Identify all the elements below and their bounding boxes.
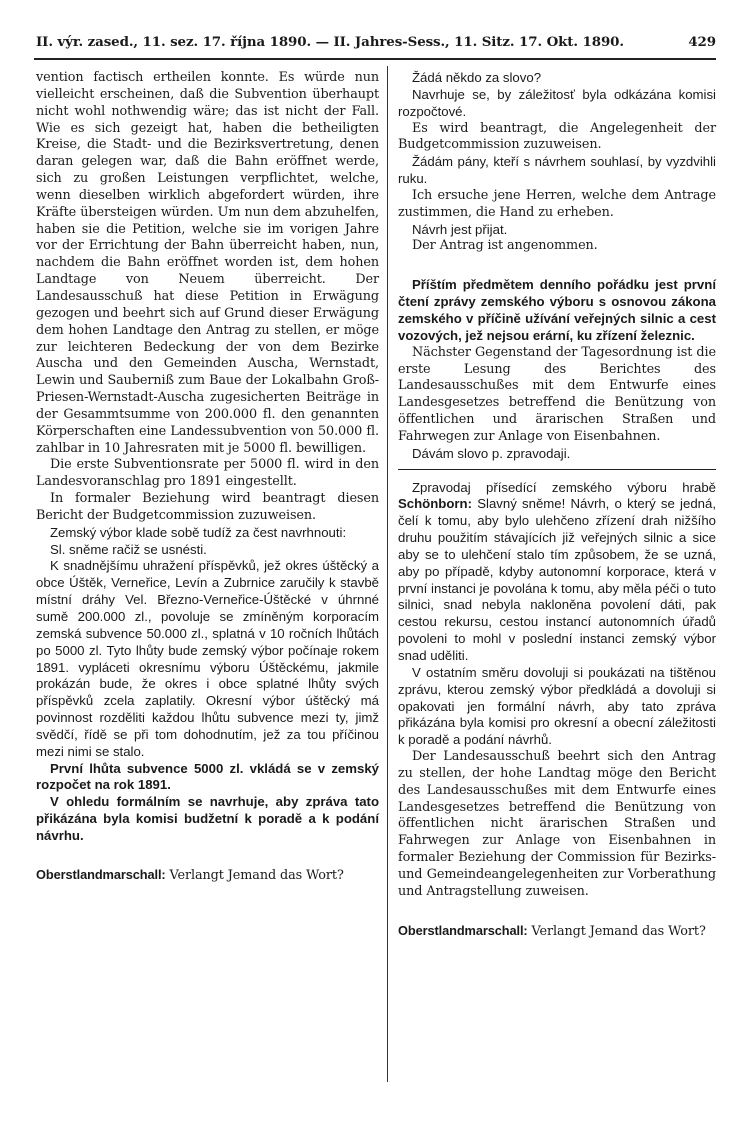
speaker-line — [36, 867, 379, 885]
paragraph: Žádá někdo za slovo? — [412, 70, 542, 85]
paragraph: In formaler Beziehung wird beantragt diesen Bericht der Budgetcommission zuzuweisen. — [36, 491, 379, 523]
paragraph: Příštím předmětem denního pořádku jest první čtení zprávy zemského výboru s osnovou zákona zemského v příčině užívání veřejných silnic a cest vozových, jež nejsou erární, ku zřízení železnic. — [398, 277, 716, 343]
paragraph: V ohledu formálním se navrhuje, aby zpráva tato přikázána byla komisi budžetní k poradě a k podání návrhu. — [36, 794, 379, 843]
paragraph: Žádám pány, kteří s návrhem souhlasí, by vyzdvihli ruku. — [398, 154, 716, 187]
paragraph: Der Landesausschuß beehrt sich den Antrag zu stellen, der hohe Landtag möge den Bericht des Landesausschußes mit dem Entwurfe eines Landesgesetzes betreffend die Benützung von öffentlichen nicht ärarischen Straßen und Fahrwegen zur Anlage von Eisenbahnen in formaler Beziehung der Commission für Bezirks- und Gemeindeangelegenheiten zur Vorberathung und Antragstellung zuweisen. — [398, 749, 716, 899]
paragraph: Ich ersuche jene Herren, welche dem Antrage zustimmen, die Hand zu erheben. — [398, 187, 716, 220]
header-rule — [34, 58, 716, 60]
paragraph: K snadnějšímu uhražení příspěvků, jež okres úštěcký a obce Úštěk, Verneřice, Levín a Zubrnice zaručily k stavbě místní dráhy Vel. Březno-Verneřice-Úštěcké v úhrnné sumě 200.000 zl., povoluje se zmíněným korporacím zemská subvence 50.000 zl., splatná v 10 ročních lhůtách po 5000 zl. Tyto lhůty bude zemský výbor počínaje rokem 1891. vypláceti okresnímu výboru Úštěckému, jakmile prokázán bude, že okres i obce splatné lhůty svých příspěvků zcela zaplatily. Okresní výbor úštěcký má povinnost rozděliti každou lhůtu subvence mezi ty, jimž svědčí, řídě se při tom dohodnutím, jež za tou příčinou mezi nimi se stalo. — [36, 558, 379, 759]
paragraph: vention factisch ertheilen konnte. Es würde nun vielleicht erscheinen, daß die Subvention überhaupt nicht wohl nothwendig wäre; das ist nicht der Fall. Wie es sich gezeigt hat, haben die betheiligten Kreise, die Stadt- und die Bezirksvertretung, denen daran gelegen war, daß die Bahn eröffnet werde, sich zu großen Leistungen verpflichtet, welche, wenn dieselben wirklich abgefordert würden, ihre Kräfte übersteigen würden. Um nun dem abzuhelfen, haben sie die Petition, welche sie im vorigen Jahre vor der Errichtung der Bahn überreicht haben, nun, nachdem die Bahn eröffnet worden ist, dem hohen Landtage von Neuem überreicht. Der Landesausschuß hat diese Petition in Erwägung gezogen und beehrt sich auf Grund dieser Erwägung dem hohen Landtage den Antrag zu stellen, er möge zur leichteren Bedeckung der von dem Bezirke Auscha und den Gemeinden Auscha, Wernstadt, Lewin und Sauberniß zum Baue der Lokalbahn Groß-Priesen-Wernstadt-Auscha zugesicherten Beiträge in der Gesammtsumme von 200.000 fl. den genannten Körperschaften eine Landessubvention von 50.000 fl. zahlbar in 10 Jahresraten mit je 5000 fl. bewilligen. — [36, 70, 379, 456]
paragraph: V ostatním směru dovoluji si poukázati na tištěnou zprávu, kterou zemský výbor předkládá a dovoluji si opakovati jen formální návrh, aby tato zpráva přikázána byla komisi pro okresní a obecní záležitosti k poradě a podání návrhů. — [398, 664, 716, 748]
speaker-text: Verlangt Jemand das Wort? — [169, 867, 344, 883]
paragraph: Sl. sněme račiž se usnésti. — [50, 541, 207, 557]
paragraph: Nächster Gegenstand der Tagesordnung ist die erste Lesung des Berichtes des Landesausschußes mit dem Entwurfe eines Landesgesetzes betreffend die Benützung von öffentlichen und ärarischen Straßen und Fahrwegen zur Anlage von Eisenbahnen. — [398, 344, 716, 444]
right-column — [398, 70, 716, 941]
reporter-intro: Zpravodaj přísedící zemského výboru hrabě — [412, 479, 716, 495]
paragraph: Návrh jest přijat. — [412, 221, 508, 237]
paragraph: První lhůta subvence 5000 zl. vkládá se v zemský rozpočet na rok 1891. — [36, 760, 379, 793]
column-divider — [387, 66, 388, 1082]
page-number: 429 — [688, 34, 716, 50]
paragraph: Es wird beantragt, die Angelegenheit der Budgetcommission zuzuweisen. — [398, 120, 716, 153]
page-header — [36, 34, 716, 50]
speaker-name: Oberstlandmarschall: — [398, 922, 528, 938]
reporter-name: Schönborn: — [398, 496, 472, 512]
speaker-text: Verlangt Jemand das Wort? — [531, 923, 706, 939]
paragraph: Die erste Subventionsrate per 5000 fl. wird in den Landesvoranschlag pro 1891 eingestellt. — [36, 457, 379, 490]
speaker-line — [398, 923, 716, 941]
section-separator — [398, 469, 716, 470]
left-column — [36, 70, 379, 885]
paragraph: Navrhuje se, by záležitosť byla odkázána komisi rozpočtové. — [398, 86, 716, 119]
reporter-text: Slavný sněme! Návrh, o který se jedná, čelí k tomu, aby bylo ulehčeno zřízení drah nižšího druhu použitím stávajících již veřejných silnic a sice aby se to ulehčení stalo tím způsobem, že se uzná, aby po případě, kdyby autonomní korporace, která v první instanci je povolána k tomu, aby měla péči o tuto silnici, snad nebyla nakloněna povolení dáti, pak cestou rekursu, cestou instancí autonomních úřadů povoleni to mohl v poslední instanci zemský výbor snad uděliti. — [398, 496, 716, 663]
paragraph: Der Antrag ist angenommen. — [412, 238, 598, 254]
paragraph: Zemský výbor klade sobě tudíž za čest navrhnouti: — [50, 524, 347, 540]
paragraph: Dávám slovo p. zpravodaji. — [412, 445, 571, 461]
speaker-name: Oberstlandmarschall: — [36, 866, 166, 882]
header-title: II. výr. zased., 11. sez. 17. října 1890. — II. Jahres-Sess., 11. Sitz. 17. Okt. 1890. — [36, 34, 624, 50]
paragraph — [398, 480, 716, 665]
